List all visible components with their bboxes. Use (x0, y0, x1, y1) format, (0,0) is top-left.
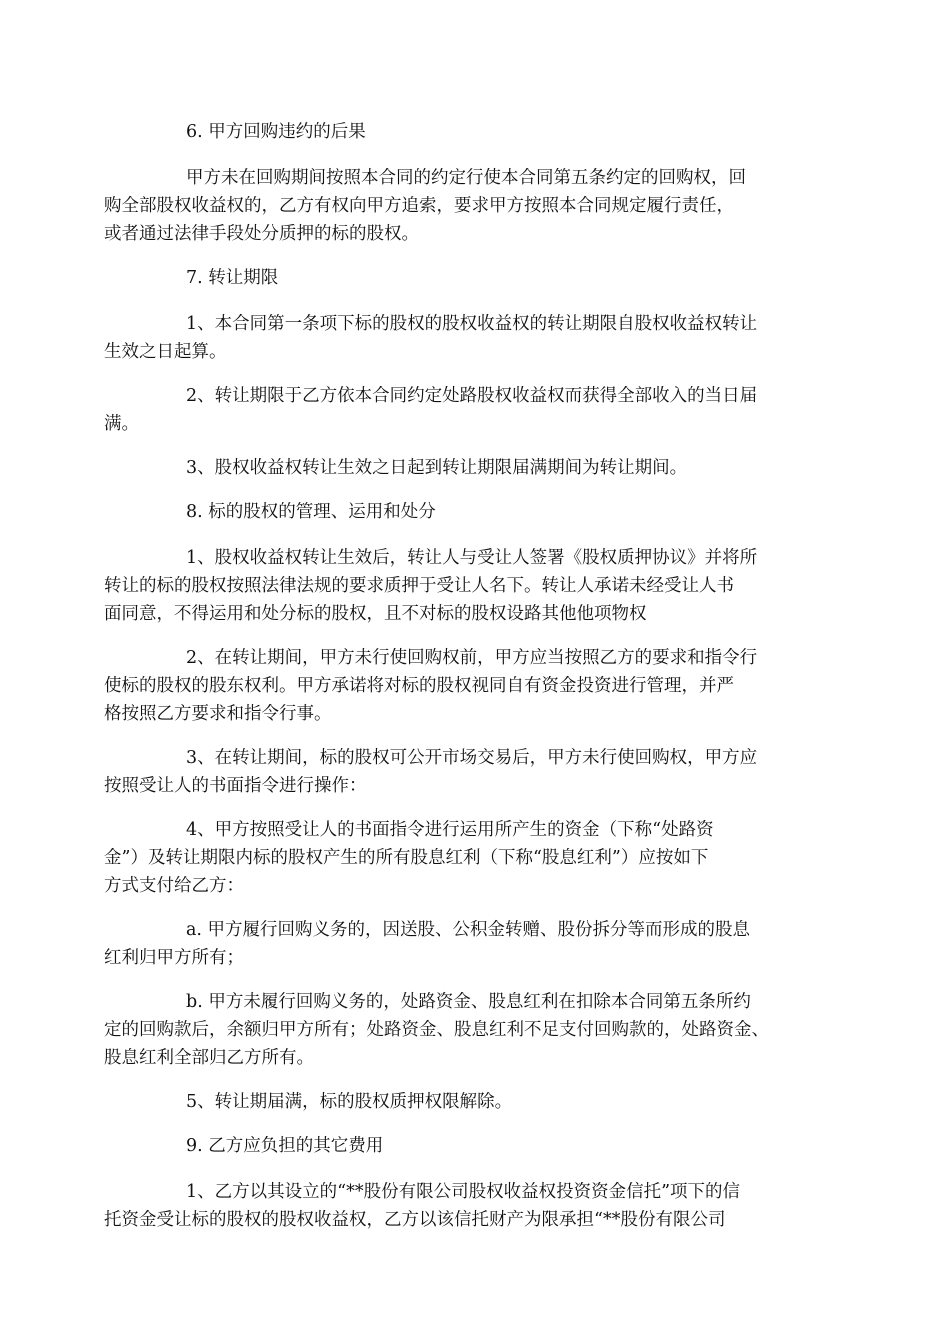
paragraph-line: 按照受让人的书面指令进行操作： (104, 776, 367, 796)
paragraph-line: 定的回购款后，余额归甲方所有；处路资金、股息红利不足支付回购款的，处路资金、 (104, 1020, 769, 1040)
paragraph-line: 或者通过法律手段处分质押的标的股权。 (104, 224, 419, 244)
paragraph-line: a. 甲方履行回购义务的，因送股、公积金转赠、股份拆分等而形成的股息 (186, 920, 751, 940)
paragraph-line: b. 甲方未履行回购义务的，处路资金、股息红利在扣除本合同第五条所约 (186, 992, 751, 1012)
paragraph-line: 4、甲方按照受让人的书面指令进行运用所产生的资金（下称“处路资 (186, 820, 714, 840)
paragraph-line: 格按照乙方要求和指令行事。 (104, 704, 332, 724)
paragraph-line: 甲方未在回购期间按照本合同的约定行使本合同第五条约定的回购权，回 (186, 168, 746, 188)
paragraph-line: 红利归甲方所有； (104, 948, 244, 968)
paragraph-line: 1、乙方以其设立的“**股份有限公司股权收益权投资资金信托”项下的信 (186, 1182, 741, 1202)
paragraph-line: 金”）及转让期限内标的股权产生的所有股息红利（下称“股息红利”）应按如下 (104, 848, 709, 868)
paragraph-line: 方式支付给乙方： (104, 876, 244, 896)
paragraph-line: 托资金受让标的股权的股权收益权，乙方以该信托财产为限承担“**股份有限公司 (104, 1210, 726, 1230)
paragraph-line: 转让的标的股权按照法律法规的要求质押于受让人名下。转让人承诺未经受让人书 (104, 576, 734, 596)
paragraph-line: 股息红利全部归乙方所有。 (104, 1048, 314, 1068)
paragraph-line: 2、转让期限于乙方依本合同约定处路股权收益权而获得全部收入的当日届 (186, 386, 758, 406)
paragraph-line: 生效之日起算。 (104, 342, 227, 362)
section-heading-8: 8. 标的股权的管理、运用和处分 (186, 502, 436, 522)
section-heading-7: 7. 转让期限 (186, 268, 279, 288)
paragraph-line: 3、在转让期间，标的股权可公开市场交易后，甲方未行使回购权，甲方应 (186, 748, 758, 768)
section-heading-6: 6. 甲方回购违约的后果 (186, 122, 366, 142)
paragraph-line: 2、在转让期间，甲方未行使回购权前，甲方应当按照乙方的要求和指令行 (186, 648, 758, 668)
paragraph-line: 购全部股权收益权的，乙方有权向甲方追索，要求甲方按照本合同规定履行责任， (104, 196, 734, 216)
paragraph-line: 满。 (104, 414, 139, 434)
paragraph-line: 使标的股权的股东权利。甲方承诺将对标的股权视同自有资金投资进行管理，并严 (104, 676, 734, 696)
section-heading-9: 9. 乙方应负担的其它费用 (186, 1136, 384, 1156)
paragraph-line: 5、转让期届满，标的股权质押权限解除。 (186, 1092, 513, 1112)
paragraph-line: 1、本合同第一条项下标的股权的股权收益权的转让期限自股权收益权转让 (186, 314, 758, 334)
paragraph-line: 1、股权收益权转让生效后，转让人与受让人签署《股权质押协议》并将所 (186, 548, 758, 568)
paragraph-line: 面同意，不得运用和处分标的股权，且不对标的股权设路其他他项物权 (104, 604, 647, 624)
paragraph-line: 3、股权收益权转让生效之日起到转让期限届满期间为转让期间。 (186, 458, 688, 478)
